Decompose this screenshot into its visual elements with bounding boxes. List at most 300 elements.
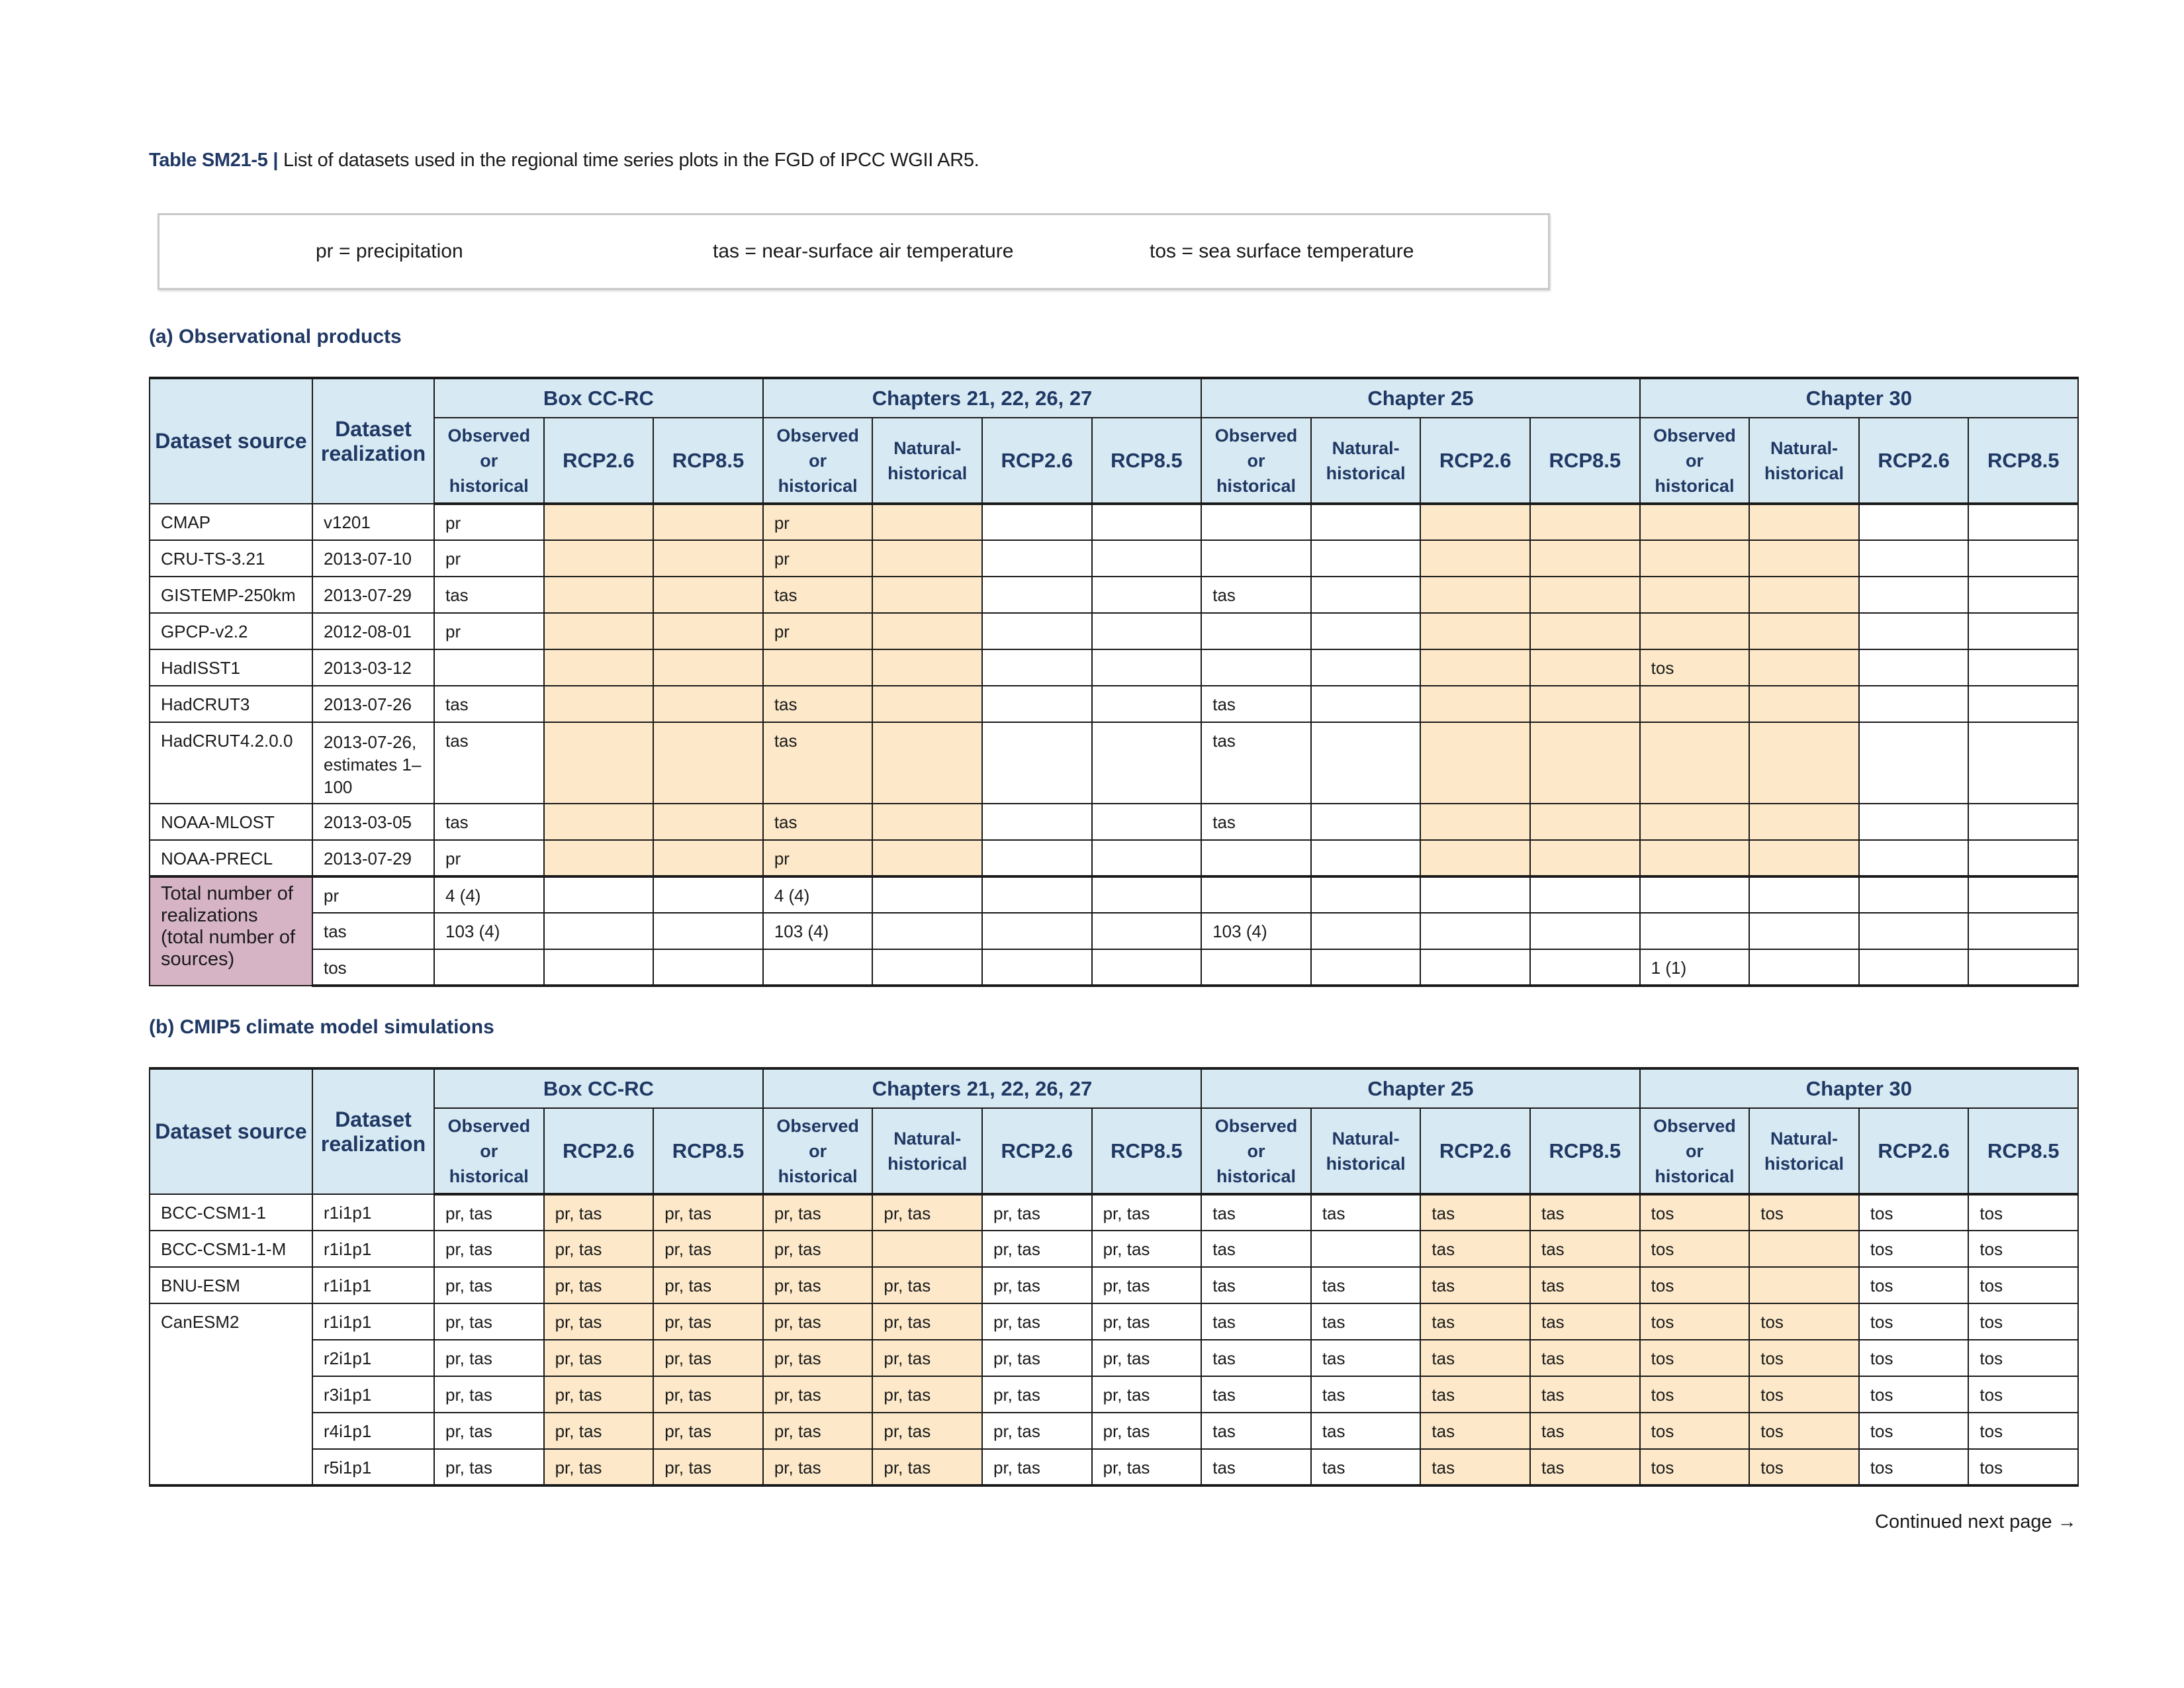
dataset-realization-cell: r2i1p1 [312,1340,434,1376]
dataset-realization-cell: 2013-03-05 [312,804,434,840]
table-cell: tos [1968,1413,2078,1449]
table-cell: tos [1968,1303,2078,1340]
table-cell: tos [1640,1413,1750,1449]
table-cell [1311,840,1421,876]
table-cell: tos [1968,1449,2078,1485]
table-cell: tas [1201,1194,1311,1231]
table-cell: pr, tas [544,1449,654,1485]
dataset-realization-cell: 2013-07-26 [312,686,434,722]
table-cell: pr, tas [544,1303,654,1340]
table-cell [1311,613,1421,649]
table-cell [982,949,1092,986]
table-cell: tos [1640,1340,1750,1376]
table-cell [1201,876,1311,913]
table-cell: tos [1859,1340,1969,1376]
table-cell: tos [1749,1303,1859,1340]
table-cell [1092,540,1202,577]
header-rcp26: RCP2.6 [544,1108,654,1194]
table-row [150,722,2078,804]
table-cell [1640,577,1750,613]
table-cell [1201,613,1311,649]
table-cell: tas [1201,1413,1311,1449]
header-rcp85: RCP8.5 [1968,418,2078,504]
header-rcp26: RCP2.6 [982,1108,1092,1194]
header-rcp26: RCP2.6 [544,418,654,504]
table-cell: tos [1749,1449,1859,1485]
table-cell [1530,613,1640,649]
table-cell: tas [434,686,544,722]
table-cell [872,804,982,840]
dataset-source-cell: BCC-CSM1-1-M [150,1231,312,1267]
continued-text: Continued next page [1875,1511,2052,1532]
table-cell [653,577,763,613]
table-row [150,1267,2078,1303]
dataset-realization-cell: 2013-07-10 [312,540,434,577]
table-cell [1092,804,1202,840]
table-cell: pr, tas [1092,1376,1202,1413]
table-cell: pr [763,840,873,876]
table-cell [1530,686,1640,722]
table-cell [1311,577,1421,613]
table-cell [1092,504,1202,540]
dataset-source-cell: HadISST1 [150,649,312,686]
dataset-source-cell: GPCP-v2.2 [150,613,312,649]
table-cell [872,913,982,949]
table-cell: tas [763,577,873,613]
legend-tas: tas = near-surface air temperature [713,240,1014,262]
table-cell [1311,722,1421,804]
table-cell [1859,722,1969,804]
table-cell: pr, tas [763,1194,873,1231]
table-cell: pr, tas [872,1194,982,1231]
table-cell: 103 (4) [763,913,873,949]
table-cell: tas [1201,1340,1311,1376]
table-cell [1420,804,1530,840]
dataset-realization-cell: 2013-07-29 [312,577,434,613]
table-cell [982,686,1092,722]
header-observed-or-historical: Observed or historical [1640,1108,1750,1194]
table-cell [1420,722,1530,804]
table-cell [1640,613,1750,649]
table-cell: tos [1968,1231,2078,1267]
table-cell: tos [1859,1303,1969,1340]
table-cell [1420,949,1530,986]
dataset-realization-cell: 2013-03-12 [312,649,434,686]
dataset-realization-cell: r5i1p1 [312,1449,434,1485]
table-cell: pr [434,504,544,540]
table-cell: tos [1749,1376,1859,1413]
table-cell [1968,949,2078,986]
table-cell: pr, tas [763,1340,873,1376]
table-cell: tos [1640,1449,1750,1485]
table-cell: tos [1640,1303,1750,1340]
table-cell: pr, tas [763,1303,873,1340]
table-cell: 4 (4) [763,876,873,913]
table-cell [982,649,1092,686]
table-cell: pr, tas [1092,1413,1202,1449]
table-cell: tas [1311,1376,1421,1413]
table-cell: pr, tas [872,1303,982,1340]
table-cell: pr, tas [434,1231,544,1267]
table-cell: tas [1201,686,1311,722]
table-cell [1420,613,1530,649]
table-cell [1640,504,1750,540]
table-cell [653,876,763,913]
table-cell [982,876,1092,913]
table-cell [1311,1231,1421,1267]
section-a-title: (a) Observational products [149,326,402,348]
table-cell: tas [1201,1267,1311,1303]
table-cell [1530,913,1640,949]
table-label: Table SM21-5 | [149,150,279,171]
table-cell [982,613,1092,649]
table-cell [1968,577,2078,613]
table-cell: tas [1420,1340,1530,1376]
table-cell [872,840,982,876]
table-cell: tas [1530,1376,1640,1413]
table-cell: tas [1420,1267,1530,1303]
table-cell [544,876,654,913]
table-cell [1968,722,2078,804]
table-cell [1201,649,1311,686]
continued-next-page [1875,1511,2077,1533]
dataset-source-cell: NOAA-MLOST [150,804,312,840]
table-cell: tos [1859,1267,1969,1303]
table-cell [653,540,763,577]
dataset-realization-cell: r4i1p1 [312,1413,434,1449]
table-cell [1420,686,1530,722]
header-rcp26: RCP2.6 [1859,418,1969,504]
table-cell [544,686,654,722]
table-cell: pr, tas [653,1449,763,1485]
header-rcp26: RCP2.6 [982,418,1092,504]
table-cell: pr, tas [1092,1340,1202,1376]
dataset-realization-cell: 2013-07-26, estimates 1–100 [312,722,434,804]
table-cell: pr, tas [653,1194,763,1231]
table-row [150,804,2078,840]
header-rcp85: RCP8.5 [653,1108,763,1194]
table-cell [982,577,1092,613]
table-cell: pr, tas [982,1340,1092,1376]
table-cell: pr, tas [1092,1194,1202,1231]
table-cell: pr, tas [763,1231,873,1267]
table-cell [1749,722,1859,804]
table-cell [1092,876,1202,913]
table-cell [1640,722,1750,804]
table-row [150,540,2078,577]
table-cell [1749,504,1859,540]
table-cell [1530,540,1640,577]
table-cell [763,649,873,686]
table-cell: pr, tas [434,1340,544,1376]
table-cell: pr, tas [982,1303,1092,1340]
table-cell: tas [1420,1449,1530,1485]
header-observed-or-historical: Observed or historical [434,418,544,504]
table-cell: tas [1530,1231,1640,1267]
table-cell [1640,686,1750,722]
cmip5-simulations-table [149,1067,2079,1487]
header-rcp85: RCP8.5 [1530,1108,1640,1194]
total-row [150,913,2078,949]
dataset-source-cell: GISTEMP-250km [150,577,312,613]
table-cell [1968,913,2078,949]
table-cell [1530,649,1640,686]
table-cell [1749,1267,1859,1303]
total-variable-cell: tas [312,913,434,949]
table-cell: tas [434,804,544,840]
table-row [150,686,2078,722]
table-cell [982,540,1092,577]
table-cell: tos [1749,1413,1859,1449]
table-cell: tas [1420,1413,1530,1449]
table-cell: pr, tas [653,1303,763,1340]
total-row [150,876,2078,913]
table-caption-text: List of datasets used in the regional time series plots in the FGD of IPCC WGII AR5. [283,150,979,171]
table-cell [1530,876,1640,913]
table-cell: 103 (4) [434,913,544,949]
table-cell: pr [434,540,544,577]
dataset-realization-cell: r1i1p1 [312,1194,434,1231]
table-cell: pr, tas [653,1413,763,1449]
table-cell: 1 (1) [1640,949,1750,986]
table-cell [872,722,982,804]
legend-pr: pr = precipitation [316,240,463,262]
table-cell: tas [1530,1303,1640,1340]
table-cell [1092,577,1202,613]
table-cell [872,504,982,540]
table-cell [1530,804,1640,840]
table-cell [1640,913,1750,949]
table-cell [544,804,654,840]
table-cell: pr, tas [982,1194,1092,1231]
total-realizations-label: Total number of realizations (total number of sources) [150,876,312,986]
table-cell [872,1231,982,1267]
header-observed-or-historical: Observed or historical [1201,418,1311,504]
header-natural-historical: Natural-historical [1311,1108,1421,1194]
table-cell: pr, tas [544,1231,654,1267]
table-cell [1092,949,1202,986]
table-cell: 4 (4) [434,876,544,913]
table-cell: tas [1530,1267,1640,1303]
table-cell [982,913,1092,949]
table-cell [982,804,1092,840]
table-cell [1859,613,1969,649]
table-cell: tos [1859,1231,1969,1267]
table-cell: pr, tas [434,1449,544,1485]
table-cell [1640,804,1750,840]
table-cell: tas [1530,1449,1640,1485]
table-cell: tos [1640,1267,1750,1303]
total-row [150,949,2078,986]
table-cell: tas [1201,1449,1311,1485]
table-cell [544,949,654,986]
table-cell: tas [763,804,873,840]
table-cell: pr, tas [982,1231,1092,1267]
table-cell: pr, tas [1092,1449,1202,1485]
table-cell [872,686,982,722]
table-cell [544,649,654,686]
table-cell [1749,577,1859,613]
table-cell: tas [1420,1194,1530,1231]
table-cell [1749,613,1859,649]
dataset-source-cell: BCC-CSM1-1 [150,1194,312,1231]
variable-legend [158,213,1550,290]
table-cell [1968,876,2078,913]
table-cell [1420,649,1530,686]
table-cell [1201,840,1311,876]
header-observed-or-historical: Observed or historical [1640,418,1750,504]
table-cell [1859,913,1969,949]
table-cell [653,913,763,949]
table-row [150,1413,2078,1449]
table-cell: pr, tas [982,1449,1092,1485]
table-cell: pr, tas [434,1413,544,1449]
table-cell [872,876,982,913]
table-cell: tos [1749,1194,1859,1231]
header-rcp26: RCP2.6 [1420,1108,1530,1194]
table-cell [1859,804,1969,840]
table-cell [1859,504,1969,540]
header-group: Box CC-RC [434,378,763,418]
table-cell: tos [1859,1194,1969,1231]
dataset-source-cell: CRU-TS-3.21 [150,540,312,577]
table-cell [653,949,763,986]
table-cell [653,649,763,686]
table-cell [653,686,763,722]
table-cell: pr, tas [872,1376,982,1413]
table-cell: tas [1420,1231,1530,1267]
table-cell: tas [1311,1413,1421,1449]
table-cell: pr, tas [544,1413,654,1449]
table-row [150,504,2078,540]
table-cell: tos [1859,1376,1969,1413]
table-cell: pr, tas [982,1267,1092,1303]
table-cell [1092,649,1202,686]
table-row [150,1449,2078,1485]
header-group: Chapter 30 [1640,378,2078,418]
total-variable-cell: pr [312,876,434,913]
table-cell [544,913,654,949]
header-group: Chapters 21, 22, 26, 27 [763,1068,1201,1108]
table-cell [1749,840,1859,876]
table-cell [653,722,763,804]
table-cell [1092,913,1202,949]
table-cell: tos [1640,1231,1750,1267]
table-cell: pr, tas [544,1340,654,1376]
table-cell: pr, tas [434,1267,544,1303]
table-cell [544,577,654,613]
table-cell [1968,649,2078,686]
table-row [150,649,2078,686]
table-cell [1859,540,1969,577]
table-cell: tas [1311,1303,1421,1340]
table-cell: tas [763,686,873,722]
table-cell [1859,840,1969,876]
table-cell: pr, tas [653,1267,763,1303]
header-natural-historical: Natural-historical [872,418,982,504]
header-dataset-source: Dataset source [150,378,312,504]
header-group: Chapters 21, 22, 26, 27 [763,378,1201,418]
table-cell: pr, tas [872,1340,982,1376]
table-cell [1640,540,1750,577]
table-cell [1749,1231,1859,1267]
table-cell [1968,686,2078,722]
table-cell [1092,613,1202,649]
table-cell [544,540,654,577]
header-dataset-source: Dataset source [150,1068,312,1194]
table-cell [872,540,982,577]
dataset-realization-cell: r1i1p1 [312,1267,434,1303]
table-cell [1859,649,1969,686]
table-cell: pr [763,613,873,649]
table-cell [1859,949,1969,986]
table-cell [1311,949,1421,986]
header-rcp85: RCP8.5 [1968,1108,2078,1194]
table-cell: pr, tas [982,1376,1092,1413]
table-cell [1092,686,1202,722]
table-cell: pr, tas [872,1413,982,1449]
table-cell: tas [434,577,544,613]
table-cell [544,504,654,540]
table-caption [149,150,979,171]
table-cell [872,949,982,986]
table-cell: tos [1640,1194,1750,1231]
table-cell [1420,913,1530,949]
table-row [150,1376,2078,1413]
header-natural-historical: Natural-historical [1749,1108,1859,1194]
table-cell: pr, tas [982,1413,1092,1449]
table-cell [1749,876,1859,913]
table-cell [1859,876,1969,913]
table-cell: tas [1201,1231,1311,1267]
table-cell [1968,504,2078,540]
header-dataset-realization: Dataset realization [312,1068,434,1194]
table-cell [1749,913,1859,949]
table-cell: tos [1859,1413,1969,1449]
table-cell [1201,504,1311,540]
header-observed-or-historical: Observed or historical [763,1108,873,1194]
table-row [150,1340,2078,1376]
table-cell: tos [1749,1340,1859,1376]
header-observed-or-historical: Observed or historical [1201,1108,1311,1194]
total-variable-cell: tos [312,949,434,986]
table-cell [434,649,544,686]
table-cell: tas [1420,1303,1530,1340]
table-cell: pr, tas [544,1194,654,1231]
table-cell [1859,686,1969,722]
table-cell [1530,577,1640,613]
table-cell: tas [1311,1449,1421,1485]
table-cell: tos [1640,649,1750,686]
table-cell: pr, tas [1092,1231,1202,1267]
table-cell: tas [1201,577,1311,613]
table-cell [1311,876,1421,913]
header-observed-or-historical: Observed or historical [763,418,873,504]
table-cell: pr, tas [763,1449,873,1485]
table-cell: tas [1530,1413,1640,1449]
table-cell [982,504,1092,540]
table-cell: pr, tas [653,1376,763,1413]
dataset-source-cell: HadCRUT3 [150,686,312,722]
table-cell [653,504,763,540]
table-cell [1968,840,2078,876]
table-cell: tas [1311,1194,1421,1231]
table-cell [1092,840,1202,876]
table-cell [1311,649,1421,686]
table-cell [1420,876,1530,913]
table-cell: tas [1311,1340,1421,1376]
table-cell [872,649,982,686]
